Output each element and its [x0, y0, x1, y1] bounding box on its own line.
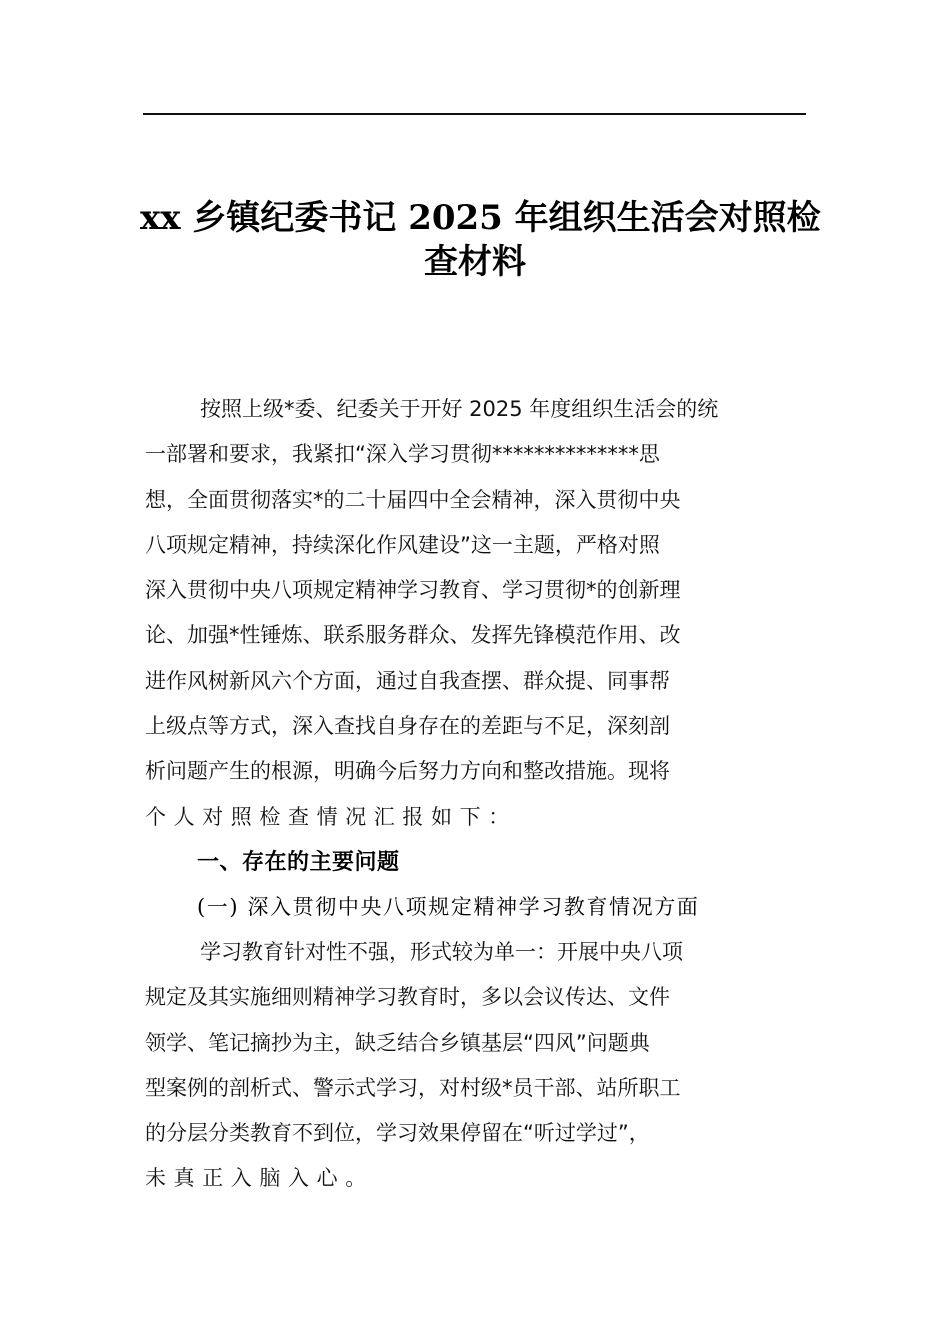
paragraph-line: 一部署和要求，我紧扣“深入学习贯彻**************思	[145, 442, 660, 467]
section-heading: 一、存在的主要问题	[197, 850, 400, 875]
paragraph-line: 八项规定精神，持续深化作风建设”这一主题，严格对照	[145, 532, 660, 557]
subsection-heading: (一) 深入贯彻中央八项规定精神学习教育情况方面	[197, 895, 700, 920]
header-rule	[143, 113, 806, 115]
paragraph-line: 深入贯彻中央八项规定精神学习教育、学习贯彻*的创新理	[145, 578, 681, 603]
title-line-1: xx 乡镇纪委书记 2025 年组织生活会对照检	[140, 198, 821, 238]
intro-paragraph	[145, 387, 806, 840]
paragraph-line: 学习教育针对性不强，形式较为单一：开展中央八项	[200, 940, 683, 964]
paragraph-line: 的分层分类教育不到位，学习效果停留在“听过学过”，	[145, 1121, 650, 1146]
paragraph-line: 个人对照检查情况汇报如下：	[145, 804, 517, 829]
paragraph-line: 领学、笔记摘抄为主，缺乏结合乡镇基层“四风”问题典	[145, 1030, 650, 1055]
paragraph-line: 析问题产生的根源，明确今后努力方向和整改措施。现将	[145, 759, 670, 784]
paragraph-line: 想，全面贯彻落实*的二十届四中全会精神，深入贯彻中央	[145, 487, 681, 512]
paragraph-line: 论、加强*性锤炼、联系服务群众、发挥先锋模范作用、改	[145, 623, 681, 648]
paragraph-line: 上级点等方式，深入查找自身存在的差距与不足，深刻剖	[145, 714, 670, 739]
section-block	[145, 840, 806, 931]
paragraph-line: 未真正入脑入心。	[145, 1166, 374, 1191]
subsection-paragraph	[145, 930, 806, 1202]
paragraph-line: 进作风树新风六个方面，通过自我查摆、群众提、同事帮	[145, 668, 670, 693]
paragraph-line: 规定及其实施细则精神学习教育时，多以会议传达、文件	[145, 985, 670, 1010]
title-line-2: 查材料	[424, 242, 526, 282]
paragraph-line: 按照上级*委、纪委关于开好 2025 年度组织生活会的统	[200, 397, 719, 421]
paragraph-line: 型案例的剖析式、警示式学习，对村级*员干部、站所职工	[145, 1075, 681, 1100]
